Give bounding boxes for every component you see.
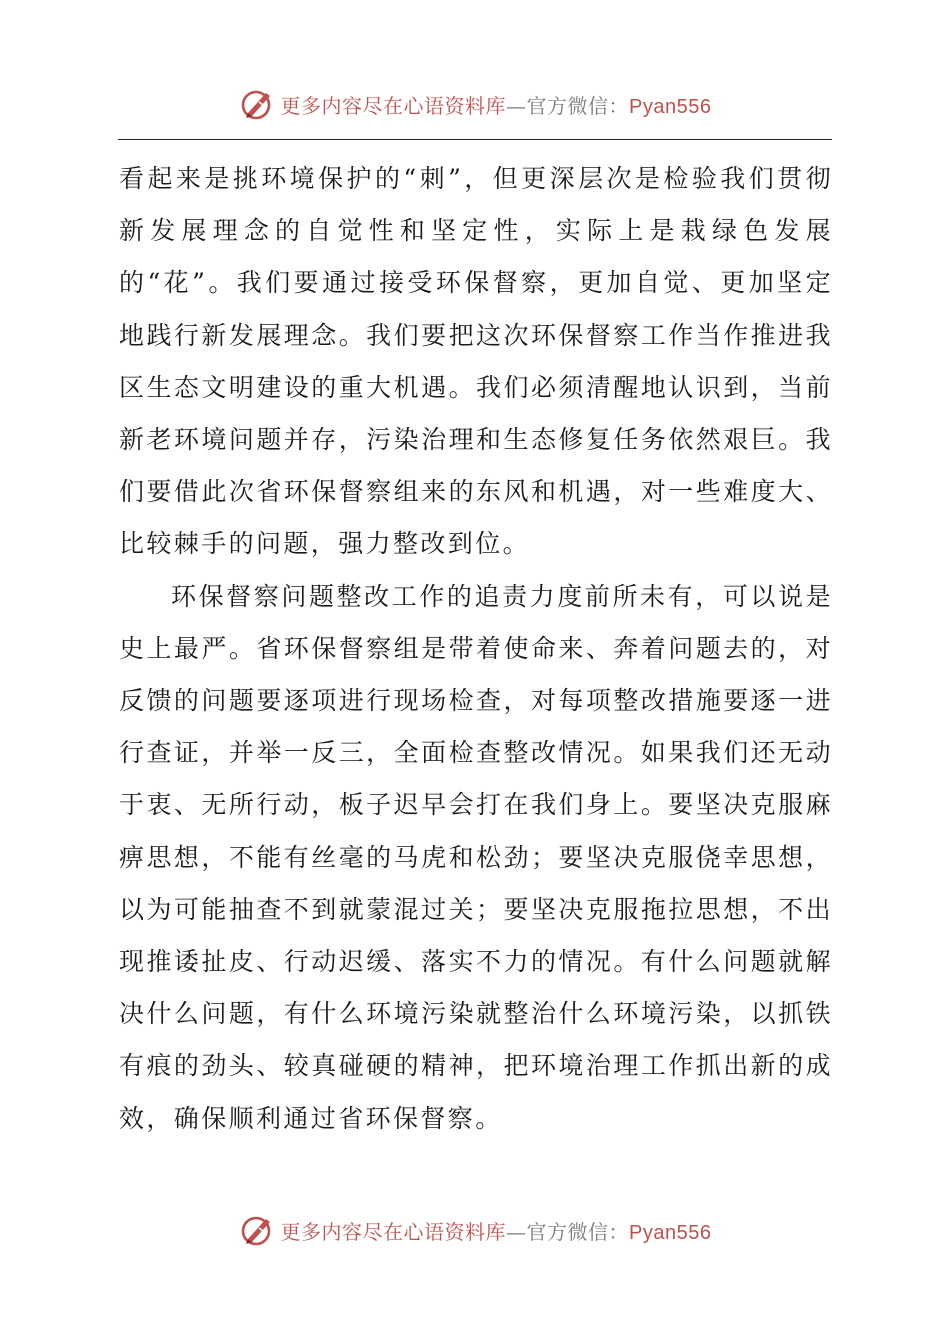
header-divider	[118, 139, 832, 140]
footer-banner-separator: —	[506, 1219, 527, 1244]
footer-banner-wechat-id: Pyan556	[629, 1221, 712, 1244]
header-banner-suffix: 官方微信：	[526, 93, 630, 118]
document-body	[119, 153, 833, 1145]
footer-banner-suffix: 官方微信：	[526, 1219, 630, 1244]
paragraph-2: 环保督察问题整改工作的追责力度前所未有，可以说是史上最严。省环保督察组是带着使命来、奔着问题去的，对反馈的问题要逐项进行现场检查，对每项整改措施要逐一进行查证，并举一反三，全面检查整改情况。如果我们还无动于衷、无所行动，板子迟早会打在我们身上。要坚决克服麻痹思想，不能有丝毫的马虎和松劲；要坚决克服侥幸思想，以为可能抽查不到就蒙混过关；要坚决克服拖拉思想，不出现推诿扯皮、行动迟缓、落实不力的情况。有什么问题就解决什么问题，有什么环境污染就整治什么环境污染，以抓铁有痕的劲头、较真碰硬的精神，把环境治理工作抓出新的成效，确保顺利通过省环保督察。	[119, 581, 833, 1133]
footer-banner-title: 更多内容尽在心语资料库	[280, 1219, 507, 1244]
paragraph-1: 看起来是挑环境保护的“刺”，但更深层次是检验我们贯彻新发展理念的自觉性和坚定性，实际上是栽绿色发展的“花”。我们要通过接受环保督察，更加自觉、更加坚定地践行新发展理念。我们要把这次环保督察工作当作推进我区生态文明建设的重大机遇。我们必须清醒地认识到，当前新老环境问题并存，污染治理和生态修复任务依然艰巨。我们要借此次省环保督察组来的东风和机遇，对一些难度大、比较棘手的问题，强力整改到位。	[119, 164, 833, 559]
footer-banner	[0, 1210, 950, 1250]
header-banner-separator: —	[506, 93, 527, 118]
header-banner	[0, 84, 950, 124]
footer-banner-text	[281, 1216, 712, 1245]
header-banner-wechat-id: Pyan556	[629, 95, 712, 118]
header-banner-text	[281, 90, 712, 119]
pen-logo-icon	[239, 1212, 275, 1248]
pen-logo-icon	[239, 86, 275, 122]
header-banner-title: 更多内容尽在心语资料库	[280, 93, 507, 118]
